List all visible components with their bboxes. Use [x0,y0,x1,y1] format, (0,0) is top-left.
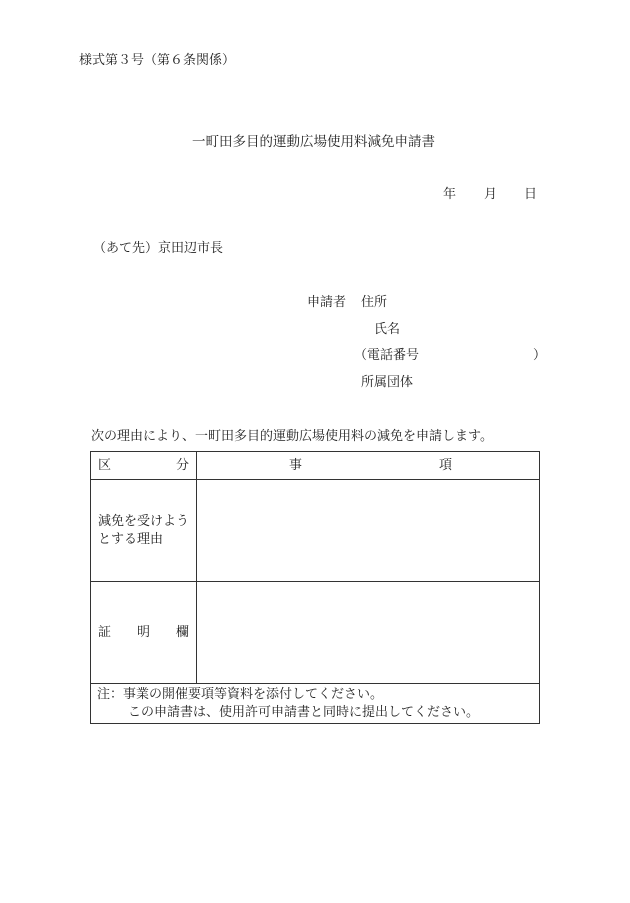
reason-entry-field[interactable] [197,480,540,582]
reason-row [91,480,540,582]
address-label: 住所 [361,295,388,310]
date-year-label: 年 [443,187,457,202]
proof-label-char-3: 欄 [175,624,189,640]
organization-label: 所属団体 [361,375,414,390]
proof-label-char-2: 明 [136,624,150,640]
reduction-form-table [90,451,540,724]
header-category-char-1: 区 [98,457,112,473]
note-row [91,684,540,724]
reason-label-line-1: 減免を受けよう [98,513,190,529]
phone-label: （電話番号 [354,348,420,363]
header-matter-char-1: 事 [289,457,303,473]
note-line-2: この申請書は、使用許可申請書と同時に提出してください。 [128,705,480,720]
header-matter-char-2: 項 [439,457,453,473]
phone-close-paren: ） [533,348,547,363]
applicant-label: 申請者 [307,295,347,310]
note-cell [91,684,540,724]
addressee: （あて先）京田辺市長 [93,241,224,256]
intro-text: 次の理由により、一町田多目的運動広場使用料の減免を申請します。 [91,429,493,444]
name-label: 氏名 [374,322,401,337]
header-category [91,452,197,480]
proof-label-char-1: 証 [98,624,112,640]
date-month-label: 月 [484,187,498,202]
note-line-1: 注：事業の開催要項等資料を添付してください。 [97,687,384,702]
form-number: 様式第３号（第６条関係） [79,53,236,68]
proof-entry-field[interactable] [197,582,540,684]
reason-label [91,480,197,582]
reason-label-line-2: とする理由 [98,531,164,547]
proof-label [91,582,197,684]
proof-row [91,582,540,684]
date-day-label: 日 [524,187,538,202]
page-title: 一町田多目的運動広場使用料減免申請書 [192,134,435,150]
table-header-row [91,452,540,480]
header-matter [197,452,540,480]
header-category-char-2: 分 [175,457,189,473]
